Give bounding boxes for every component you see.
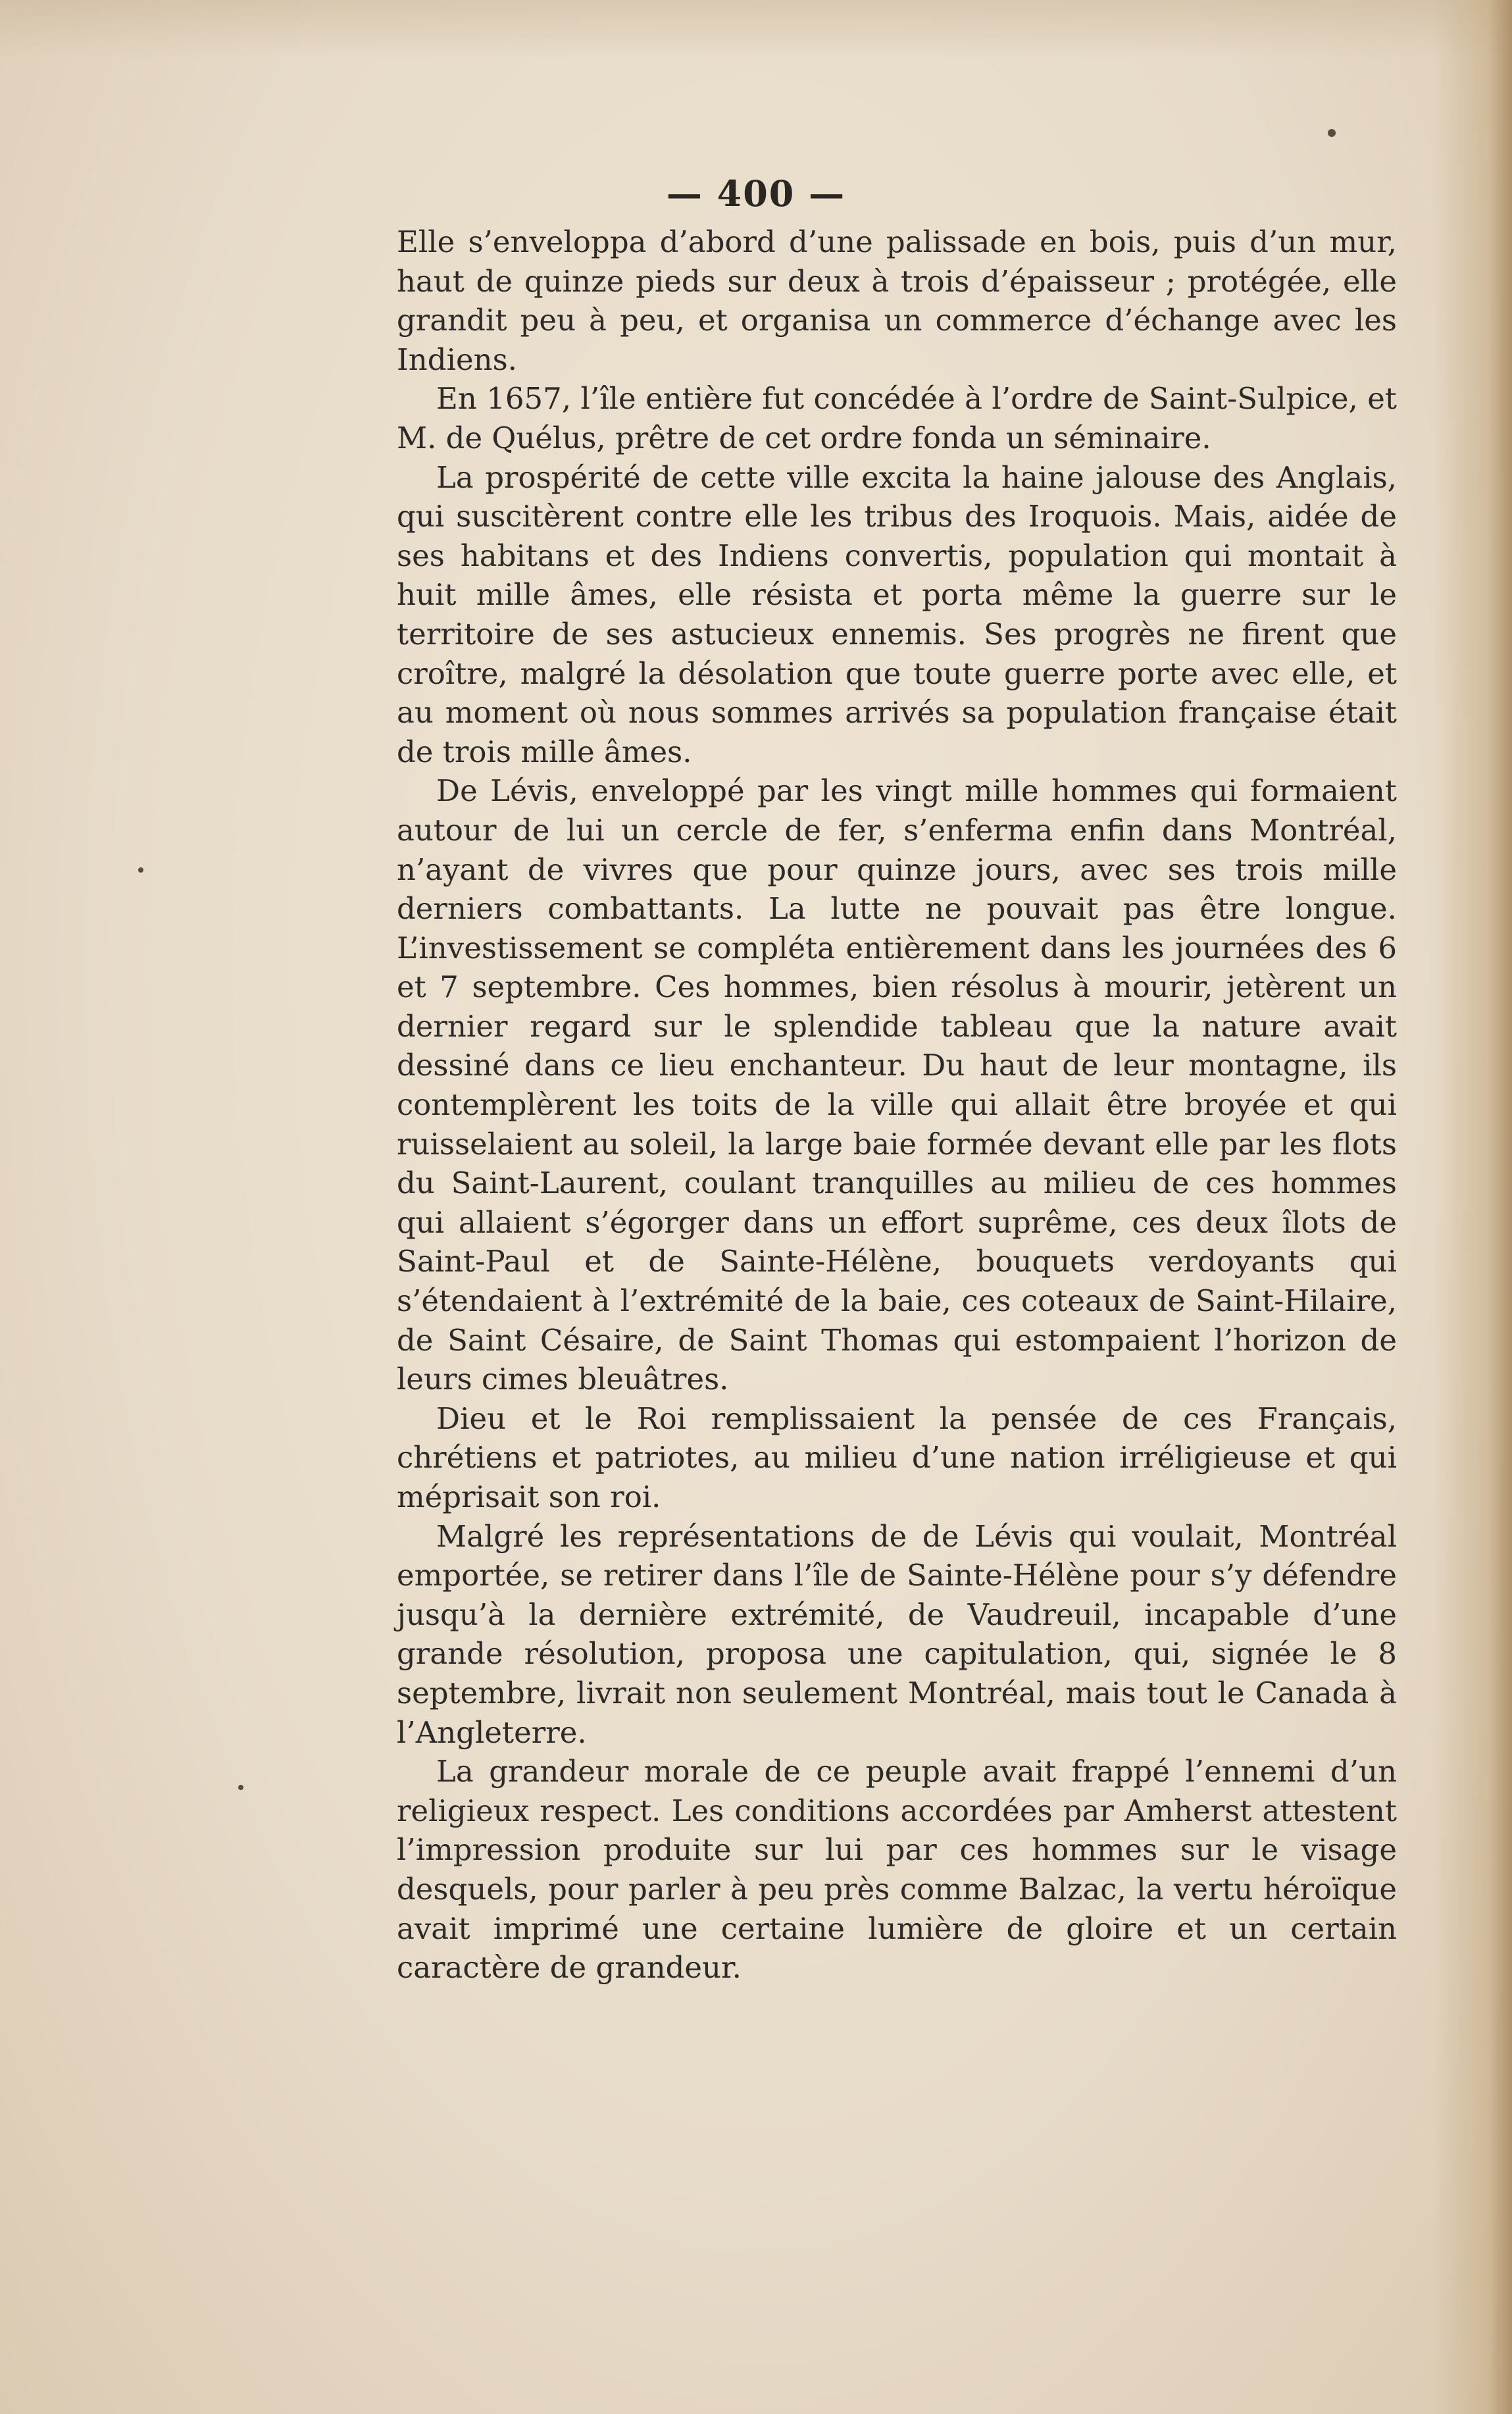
paragraph: Elle s’enveloppa d’abord d’une palissade en bois, puis d’un mur, haut de quinze pieds sur deux à trois d’épaisseur ; protégée, elle grandit peu à peu, et organisa un commerce d’échange avec les Indiens. [397, 224, 1397, 377]
ink-speck [138, 867, 143, 873]
paragraph: De Lévis, enveloppé par les vingt mille hommes qui formaient autour de lui un cercle de fer, s’enferma enfin dans Montréal, n’ayant de vivres que pour quinze jours, avec ses trois mille derniers combattants. La lutte ne pouvait pas être longue. L’investissement se compléta entièrement dans les journées des 6 et 7 septembre. Ces hommes, bien résolus à mourir, jetèrent un dernier regard sur le splendide tableau que la nature avait dessiné dans ce lieu enchanteur. Du haut de leur montagne, ils contemplèrent les toits de la ville qui allait être broyée et qui ruisselaient au soleil, la large baie formée devant elle par les flots du Saint-Laurent, coulant tranquilles au milieu de ces hommes qui allaient s’égorger dans un effort suprême, ces deux îlots de Saint-Paul et de Sainte-Hélène, bouquets verdoyants qui s’étendaient à l’extrémité de la baie, ces coteaux de Saint-Hilaire, de Saint Césaire, de Saint Thomas qui estompaient l’horizon de leurs cimes bleuâtres. [397, 773, 1397, 1397]
paragraph: Malgré les représentations de de Lévis qui voulait, Montréal emportée, se retirer dans l’île de Sainte-Hélène pour s’y défendre jusqu’à la dernière extrémité, de Vaudreuil, incapable d’une grande résolution, proposa une capitulation, qui, signée le 8 septembre, livrait non seulement Montréal, mais tout le Canada à l’Angleterre. [397, 1518, 1397, 1750]
page-number: — 400 — [666, 172, 846, 215]
page-top-shadow [0, 0, 1512, 59]
paragraph: La prospérité de cette ville excita la haine jalouse des Anglais, qui suscitèrent contre elle les tribus des Iroquois. Mais, aidée de ses habitans et des Indiens convertis, population qui montait à huit mille âmes, elle résista et porta même la guerre sur le territoire de ses astucieux ennemis. Ses progrès ne firent que croître, malgré la désolation que toute guerre porte avec elle, et au moment où nous sommes arrivés sa population française était de trois mille âmes. [397, 459, 1397, 769]
paragraph: La grandeur morale de ce peuple avait frappé l’ennemi d’un religieux respect. Les conditions accordées par Amherst attestent l’impression produite sur lui par ces hommes sur le visage desquels, pour parler à peu près comme Balzac, la vertu héroïque avait imprimé une certaine lumière de gloire et un certain caractère de grandeur. [397, 1754, 1397, 1986]
ink-speck [1328, 129, 1336, 137]
ink-speck [238, 1785, 243, 1790]
page-edge-shadow [1433, 0, 1512, 2414]
paragraph: Dieu et le Roi remplissaient la pensée de ces Français, chrétiens et patriotes, au milieu d’une nation irréligieuse et qui méprisait son roi. [397, 1400, 1397, 1514]
body-text [397, 222, 1397, 1988]
paragraph: En 1657, l’île entière fut concédée à l’ordre de Saint-Sulpice, et M. de Quélus, prêtre de cet ordre fonda un séminaire. [397, 381, 1397, 455]
